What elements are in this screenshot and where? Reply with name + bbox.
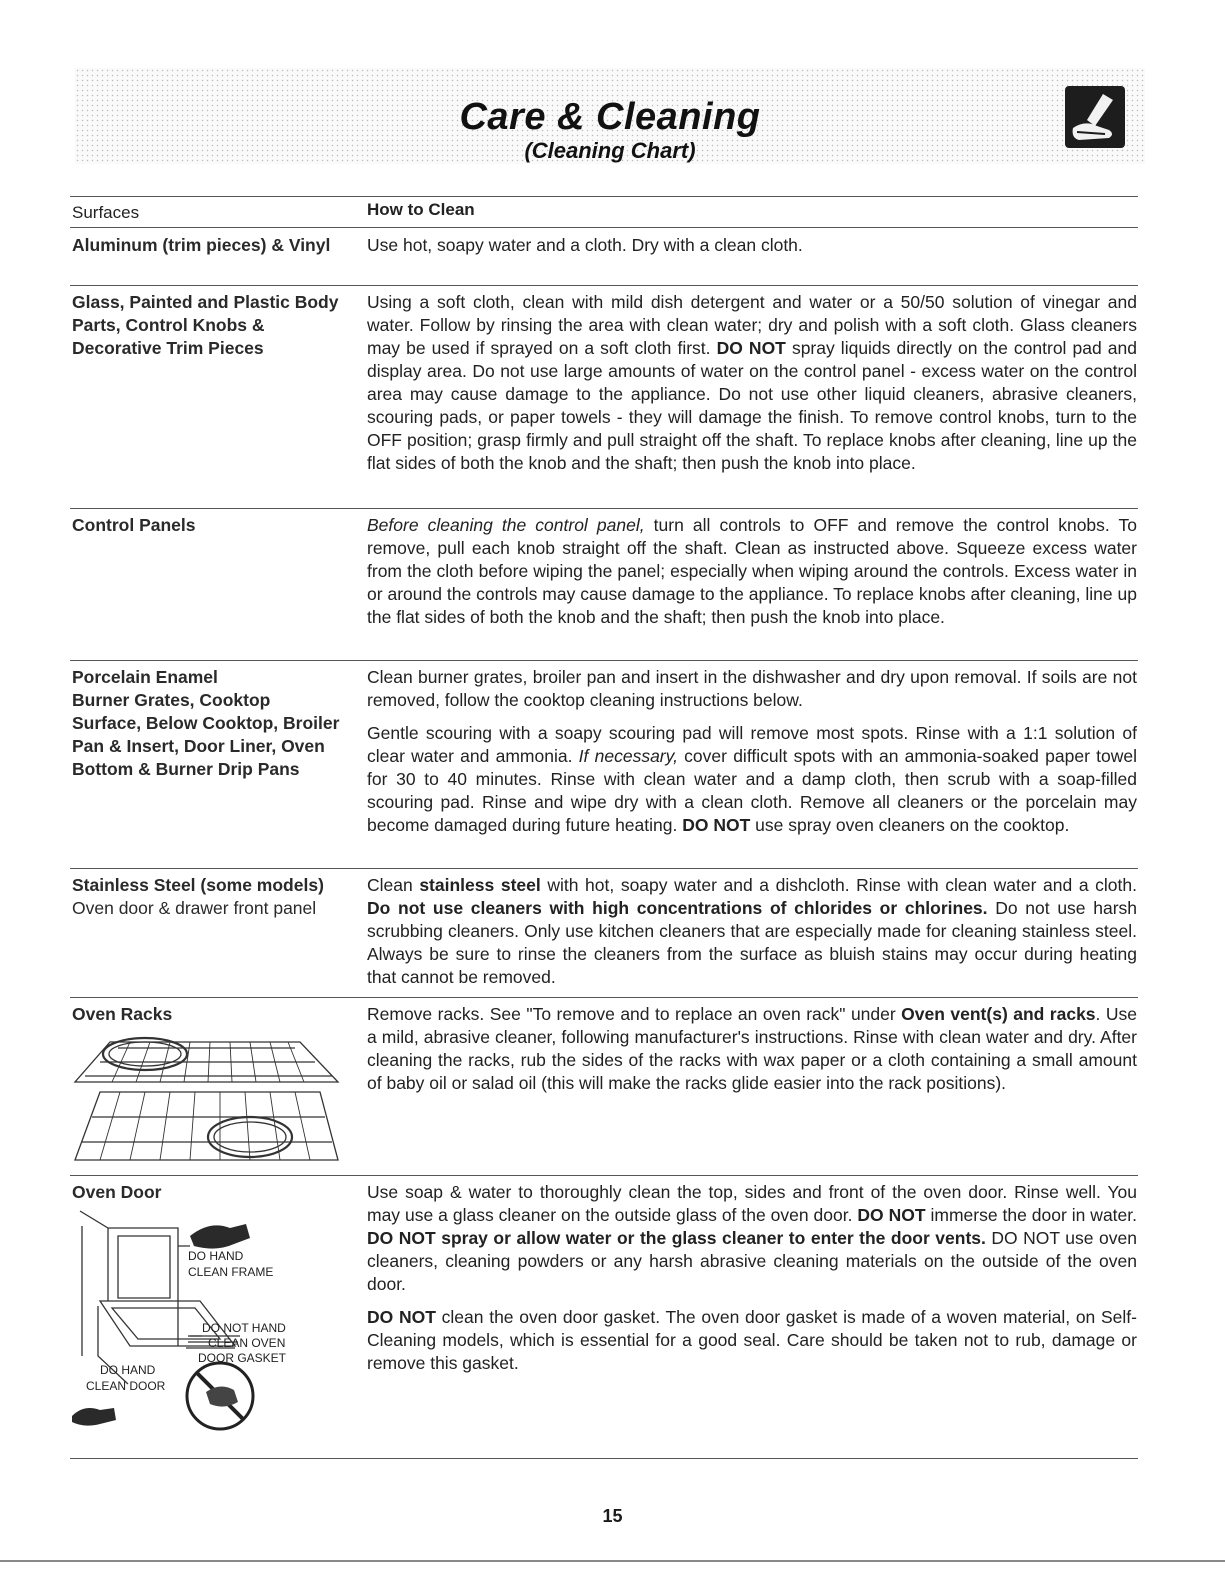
clean-aluminum xyxy=(367,234,1137,257)
top-rule xyxy=(70,196,1138,197)
label-frame-2: CLEAN FRAME xyxy=(188,1265,274,1279)
clean-door-para-2 xyxy=(367,1306,1137,1375)
clean-stainless-text-3: Do not use harsh scrubbing cleaners. Only use kitchen cleaners that are especially made for cleaning stainless steel. Always be sure to rinse the cleaners from the surface as bluish stains may occur during heating that cannot be removed. xyxy=(367,898,1138,987)
clean-stainless xyxy=(367,874,1137,989)
surface-porcelain xyxy=(72,666,342,781)
clean-porcelain-italic: If necessary, xyxy=(578,746,678,766)
surfaces-header: Surfaces xyxy=(72,203,140,222)
page-number: 15 xyxy=(602,1506,623,1526)
label-gasket-1: DO NOT HAND xyxy=(202,1321,286,1335)
clean-oven-racks xyxy=(367,1003,1137,1095)
clean-racks-bold: Oven vent(s) and racks xyxy=(901,1004,1096,1024)
page-title: Care & Cleaning xyxy=(459,96,761,138)
page-bottom-rule xyxy=(0,1560,1225,1562)
clean-glass-warning: DO NOT xyxy=(716,338,786,358)
how-to-clean-header: How to Clean xyxy=(367,200,475,219)
label-frame-1: DO HAND xyxy=(188,1249,244,1263)
clean-door-text-3: DO NOT use oven cleaners, cleaning powders or any harsh abrasive cleaning materials on the outside of the oven door. xyxy=(367,1228,1137,1294)
surface-stainless-parts: Oven door & drawer front panel xyxy=(72,898,317,918)
clean-door-text-4: clean the oven door gasket. The oven door gasket is made of a woven material, on Self-Cleaning models, which is essential for a good seal. Care should be taken not to rub, damage or remove this gasket. xyxy=(367,1307,1137,1373)
clean-door-warning-1: DO NOT xyxy=(857,1205,926,1225)
surface-porcelain-parts: Burner Grates, Cooktop Surface, Below Cooktop, Broiler Pan & Insert, Door Liner, Oven Bottom & Burner Drip Pans xyxy=(72,690,340,779)
clean-door-warning-2: DO NOT spray or allow water or the glass cleaner to enter the door vents. xyxy=(367,1228,986,1248)
row-rule xyxy=(70,285,1138,286)
clean-control-text: turn all controls to OFF and remove the control knobs. To remove, pull each knob straight off the shaft. Clean as instructed above. Squeeze excess water from the cloth before wiping the panel; especially when wiping around the controls. Excess water in or around the controls may cause damage to the appliance. To replace knobs after cleaning, line up the flat sides of both the knob and the shaft; then push the knob into place. xyxy=(367,515,1138,627)
clean-porcelain xyxy=(367,666,1137,847)
surface-oven-door: Oven Door xyxy=(72,1182,162,1202)
clean-porcelain-text-1: Gentle scouring with a soapy scouring pad will remove most spots. Rinse with a 1:1 solution of clear water and ammonia. xyxy=(367,723,1137,766)
clean-glass xyxy=(367,291,1137,475)
page-subtitle: (Cleaning Chart) xyxy=(524,138,696,163)
clean-stainless-text-2: with hot, soapy water and a dishcloth. Rinse with clean water and a cloth. xyxy=(540,875,1137,895)
row-rule xyxy=(70,1175,1138,1176)
header-rule xyxy=(70,227,1138,228)
clean-control-panels xyxy=(367,514,1137,629)
clean-glass-text-1: Using a soft cloth, clean with mild dish detergent and water or a 50/50 solution of vinegar and water. Follow by rinsing the area with clean water; dry and polish with a soft cloth. Glass cleaners may be used if sprayed on a soft cloth first. xyxy=(367,292,1137,358)
surface-aluminum: Aluminum (trim pieces) & Vinyl xyxy=(72,235,331,255)
clean-stainless-warning: Do not use cleaners with high concentrations of chlorides or chlorines. xyxy=(367,898,988,918)
label-gasket-3: DOOR GASKET xyxy=(198,1351,287,1365)
clean-door-para-1 xyxy=(367,1181,1137,1296)
surface-stainless-title: Stainless Steel (some models) xyxy=(72,875,324,895)
clean-door-text-1: Use soap & water to thoroughly clean the top, sides and front of the oven door. Rinse well. You may use a glass cleaner on the outside glass of the oven door. xyxy=(367,1182,1137,1225)
bottom-table-rule xyxy=(70,1458,1138,1459)
oven-racks-illustration xyxy=(70,1032,345,1167)
clean-oven-door xyxy=(367,1181,1137,1385)
surface-control-panels: Control Panels xyxy=(72,515,196,535)
clean-stainless-bold-1: stainless steel xyxy=(419,875,541,895)
row-rule xyxy=(70,508,1138,509)
clean-porcelain-text-3: use spray oven cleaners on the cooktop. xyxy=(750,815,1070,835)
clean-control-italic: Before cleaning the control panel, xyxy=(367,515,645,535)
label-gasket-2: CLEAN OVEN xyxy=(208,1336,286,1350)
surface-glass: Glass, Painted and Plastic Body Parts, Control Knobs & Decorative Trim Pieces xyxy=(72,292,339,358)
title-banner xyxy=(75,68,1145,164)
clean-aluminum-text: Use hot, soapy water and a cloth. Dry with a clean cloth. xyxy=(367,235,803,255)
clean-racks-text-1: Remove racks. See "To remove and to replace an oven rack" under xyxy=(367,1004,902,1024)
clean-door-text-2: immerse the door in water. xyxy=(925,1205,1137,1225)
clean-door-warning-3: DO NOT xyxy=(367,1307,436,1327)
row-rule xyxy=(70,660,1138,661)
oven-door-illustration xyxy=(70,1206,350,1436)
clean-porcelain-text-2: cover difficult spots with an ammonia-soaked paper towel for 30 to 40 minutes. Rinse with clean water and a damp cloth, then scrub with a soap-filled scouring pad. Rinse and wipe dry with a clean cloth. Remove all cleaners or the porcelain may become damaged during future heating. xyxy=(367,746,1137,835)
clean-porcelain-para-1: Clean burner grates, broiler pan and insert in the dishwasher and dry upon removal. If soils are not removed, follow the cooktop cleaning instructions below. xyxy=(367,667,1137,710)
clean-porcelain-para-2 xyxy=(367,722,1137,837)
surface-porcelain-title: Porcelain Enamel xyxy=(72,667,218,687)
clean-racks-text-2: . Use a mild, abrasive cleaner, following manufacturer's instructions. Rinse with clean water and dry. After cleaning the racks, rub the sides of the racks with wax paper or a cloth containing a small amount of baby oil or salad oil (this will make the racks glide easier into the rack positions). xyxy=(367,1004,1137,1093)
clean-porcelain-warning: DO NOT xyxy=(682,815,751,835)
row-rule xyxy=(70,868,1138,869)
clean-stainless-text-1: Clean xyxy=(367,875,420,895)
hand-cleaning-icon xyxy=(1065,86,1125,148)
surface-oven-racks: Oven Racks xyxy=(72,1004,173,1024)
surface-stainless xyxy=(72,874,342,920)
row-rule xyxy=(70,997,1138,998)
label-door-1: DO HAND xyxy=(100,1363,156,1377)
label-door-2: CLEAN DOOR xyxy=(86,1379,166,1393)
clean-glass-text-2: spray liquids directly on the control pad and display area. Do not use large amounts of water on the control panel - excess water on the control area may cause damage to the appliance. Do not use other liquid cleaners, abrasive cleaners, scouring pads, or paper towels - they will damage the finish. To remove control knobs, turn to the OFF position; grasp firmly and pull straight off the shaft. To replace knobs after cleaning, line up the flat sides of both the knob and the shaft; then push the knob into place. xyxy=(367,338,1137,473)
